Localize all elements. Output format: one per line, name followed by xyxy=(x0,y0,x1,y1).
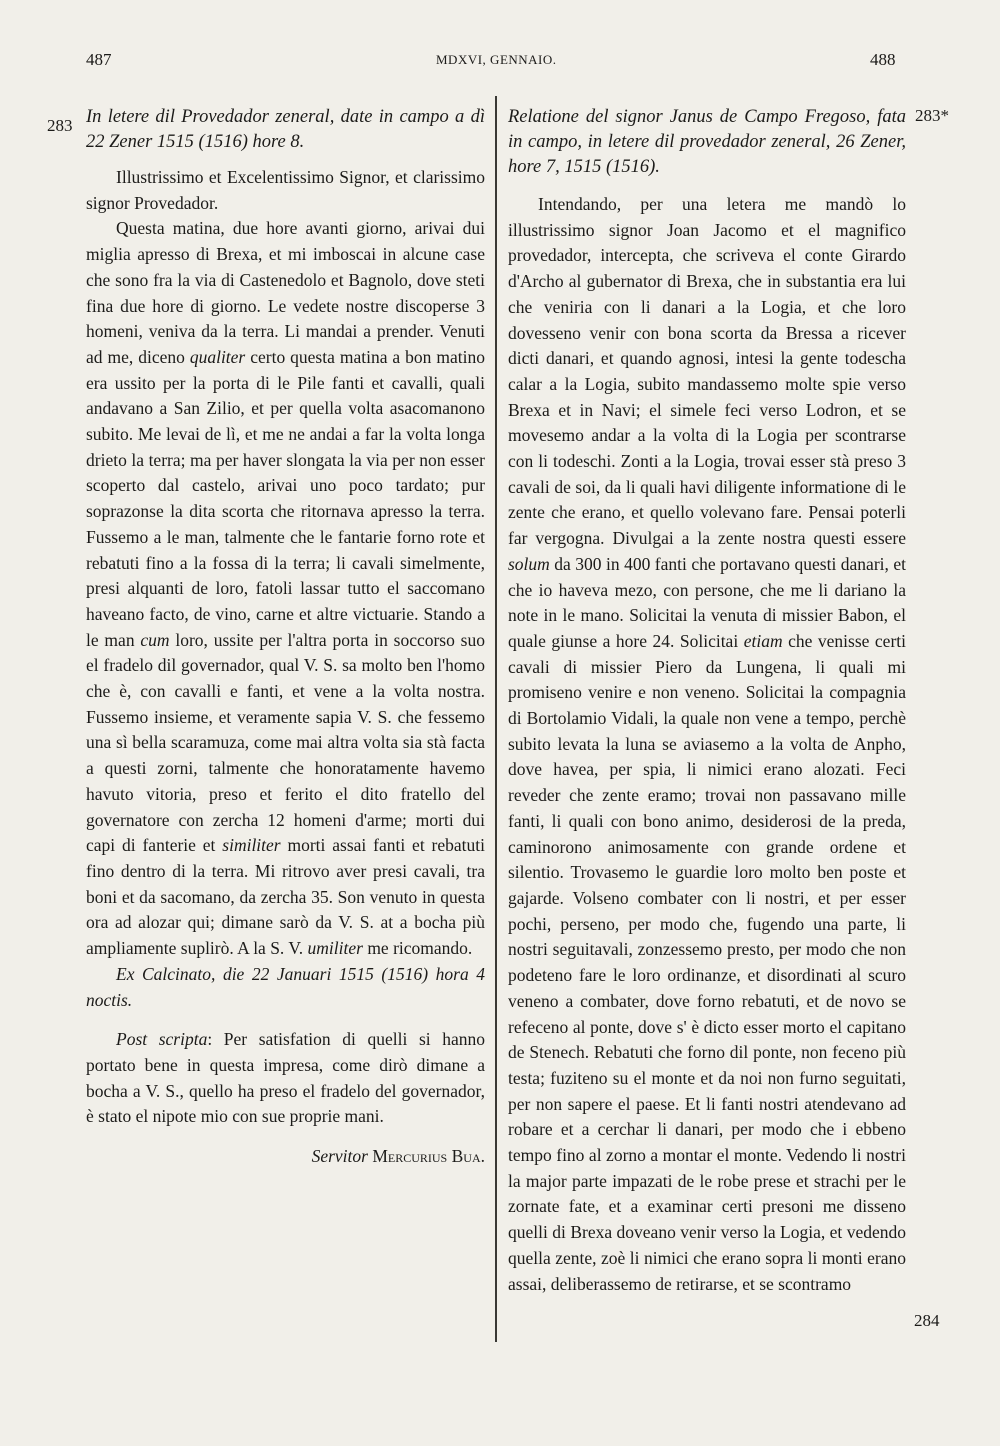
signature-name: Mercurius Bua. xyxy=(372,1146,485,1167)
margin-number-left: 283 xyxy=(47,116,73,135)
left-page-number: 487 xyxy=(86,50,112,69)
right-column xyxy=(508,105,906,1297)
right-heading: Relatione del signor Janus de Campo Fregoso, fata in campo, in letere dil provedador zeneral, 26 Zener, hore 7, 1515 (1516). xyxy=(508,107,906,177)
postscript-text: : Per satisfation di quelli si hanno portato bene in questa impresa, come dirò dimane a bocha a V. S., quello ha preso el fradelo del governador, è stato el nipote mio con sue proprie mani. xyxy=(86,1029,485,1127)
signature xyxy=(86,1144,485,1170)
latin-term: similiter xyxy=(222,835,281,856)
body-text: certo questa matina a bon matino era ussito per la porta di le Pile fanti et cavalli, quali andavano a San Zilio, et per quella volta asacomanono subito. Me levai de lì, et me ne andai a far la volta longa drieto la terra; ma per haver slongata la via per non esser scoperto dal castelo, arivai uno poco tardato; pur soprazonse la dita scorta che ritornava apresso la terra. Fussemo a le man, talmente che le fantarie forno rote et rebatuti fino a la fossa di la terra; li cavali simelmente, presi alquanti de loro, fatoli lassar tutto el saccomano haveano facto, de vino, carne et altre victuarie. Stando a le man xyxy=(86,346,485,650)
running-header xyxy=(0,50,1000,74)
margin-number-right-top: 283* xyxy=(915,106,949,125)
relation-body xyxy=(508,192,906,1297)
left-heading: In letere dil Provedador zeneral, date in campo a dì 22 Zener 1515 (1516) hore 8. xyxy=(86,107,485,152)
salutation: Illustrissimo et Excelentissimo Signor, et clarissimo signor Provedador. xyxy=(86,167,485,213)
body-text: me ricomando. xyxy=(362,938,473,959)
body-text: Questa matina, due hore avanti giorno, arivai dui miglia apresso di Brexa, et mi imboscai in alcune case che sono fra la via di Castenedolo et Bagnolo, dove steti fina due hore di giorno. Le vedete nostre discoperse 3 homeni, veniva da la terra. Li mandai a prender. Venuti ad me, diceno xyxy=(86,218,485,367)
body-text: morti assai fanti et rebatuti fino dentro di la terra. Mi ritrovo aver presi cavali, tra boni et da sacomano, da zercha 35. Son venuto in questa ora ad alozar qui; dimane sarò da V. S. at a bocha più ampliamente suplirò. A la S. V. xyxy=(86,835,485,959)
margin-number-right-bottom: 284 xyxy=(914,1311,940,1330)
latin-term: solum xyxy=(508,553,550,574)
body-text: da 300 in 400 fanti che portavano questi danari, et che io haveva mezo, con persone, che me li dariano la note in le mano. Solicitai la venuta di missier Babon, el quale giunse a hore 24. Solicitai xyxy=(508,553,906,651)
latin-term: etiam xyxy=(743,630,783,651)
body-text: Intendando, per una letera me mandò lo illustrissimo signor Joan Jacomo et el magnifico provedador, intercepta, che scriveva el conte Girardo d'Archo al gubernator di Brexa, che in substantia era lui che veniria con li danari a la Logia, et che loro dovesseno venir con bona scorta da Bressa a ricever dicti danari, et quando agnosi, intesi la gente todescha calar a la Logia, subito mandassemo molte spie verso Brexa et in Navi; el simele feci verso Lodron, et se movesemo andar a la volta di la Logia per scontrarse con li todeschi. Zonti a la Logia, trovai esser stà preso 3 cavali de soi, da li quali havi diligente informatione di le zente che erano, et quello volevano fare. Pensai poterli far vergogna. Divulgai a la zente nostra questi essere xyxy=(508,194,906,549)
left-column xyxy=(86,105,485,1170)
letter-closing: Ex Calcinato, die 22 Januari 1515 (1516) hora 4 noctis. xyxy=(86,963,485,1010)
body-text: loro, ussite per l'altra porta in soccorso suo el fradelo dil governador, qual V. S. sa molto ben l'homo che è, con cavalli e fanti, et vene a la volta nostra. Fussemo insieme, et veramente sapia V. S. che fessemo una sì bella scaramuza, come mai altra volta sia stà facta a questi zorni, talmente che honoratamente havemo havuto vitoria, preso et ferito el dito fratello del governatore con zercha 12 homeni d'arme; morti dui capi di fanterie et xyxy=(86,629,485,856)
latin-term: cum xyxy=(140,629,170,650)
right-page-number: 488 xyxy=(870,50,896,69)
postscript-label: Post scripta xyxy=(116,1029,208,1050)
column-divider xyxy=(495,96,497,1342)
body-text: che venisse certi cavali di missier Piero da Lungena, li quali mi promiseno venire e non veneno. Solicitai la compagnia di Bortolamio Vidali, la quale non vene a tempo, perchè subito levata la luna se aviasemo a la volta de Anpho, dove havea, per spia, li nimici erano alozati. Feci reveder che zente eramo; trovai non passavano mille fanti, li quali con bono animo, desiderosi de la preda, caminorono animosamente con grande ordene et silentio. Trovasemo le guardie loro molto ben poste et gajarde. Volseno combater con li nostri, et per esser pochi, perseno, per modo che, fugendo una parte, li nostri seguitavali, zonzessemo presto, per modo che non podeteno fare le loro ordinanze, et disordinati al scuro veneno a combater, dove forno rebatuti, et de novo se refeceno al ponte, dove s' è dicto esser morto el capitano de Stenech. Rebatuti che forno dil ponte, non feceno più testa; fuziteno su el monte et da noi non furno seguitati, per non sapere el paese. Et li fanti nostri atendevano ad robare et a cerchar li danari, per modo che i ebbeno tempo fino al zorno a montar el monte. Vedendo li nostri la major parte impazati de le robe prese et strachi per le zornate fate, et a examinar certi presoni me disseno quelli di Brexa doveano venir verso la Logia, et vedendo quella zente, zoè li nimici che erano sopra li monti erano assai, deliberassemo de retirarse, et se scontramo xyxy=(508,630,907,1294)
latin-term: umiliter xyxy=(307,938,363,959)
latin-term: qualiter xyxy=(189,346,246,367)
signature-title: Servitor xyxy=(311,1146,368,1167)
letter-body xyxy=(86,216,485,961)
postscript xyxy=(86,1027,485,1130)
running-title: MDXVI, GENNAIO. xyxy=(436,52,557,67)
